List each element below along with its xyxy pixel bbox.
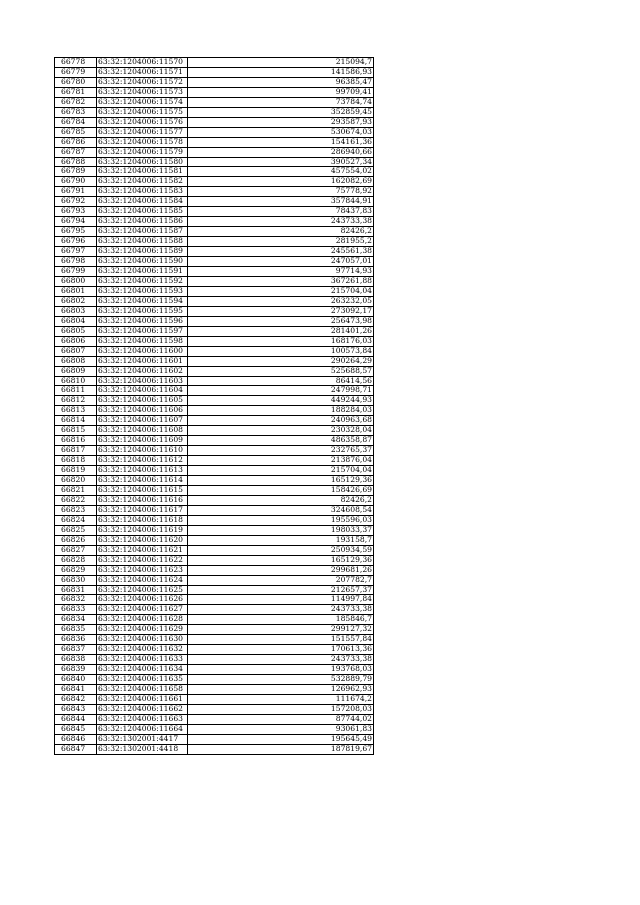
- row-number-cell: 66837: [55, 645, 97, 655]
- row-number-cell: 66808: [55, 356, 97, 366]
- table-row: [55, 137, 374, 147]
- value-cell: 243733,38: [188, 655, 374, 665]
- table-row: [55, 58, 374, 68]
- value-cell: 154161,36: [188, 137, 374, 147]
- table-row: [55, 177, 374, 187]
- cadastral-number-cell: 63:32:1204006:11616: [97, 495, 188, 505]
- cadastral-number-cell: 63:32:1204006:11618: [97, 515, 188, 525]
- cadastral-number-cell: 63:32:1204006:11627: [97, 605, 188, 615]
- cadastral-number-cell: 63:32:1204006:11607: [97, 416, 188, 426]
- cadastral-number-cell: 63:32:1204006:11591: [97, 267, 188, 277]
- cadastral-number-cell: 63:32:1204006:11604: [97, 386, 188, 396]
- row-number-cell: 66801: [55, 286, 97, 296]
- value-cell: 193158,7: [188, 535, 374, 545]
- table-row: [55, 97, 374, 107]
- row-number-cell: 66800: [55, 276, 97, 286]
- row-number-cell: 66830: [55, 575, 97, 585]
- row-number-cell: 66782: [55, 97, 97, 107]
- value-cell: 193768,03: [188, 665, 374, 675]
- table-row: [55, 466, 374, 476]
- value-cell: 230328,04: [188, 426, 374, 436]
- row-number-cell: 66842: [55, 695, 97, 705]
- value-cell: 299681,26: [188, 565, 374, 575]
- value-cell: 293587,93: [188, 117, 374, 127]
- row-number-cell: 66811: [55, 386, 97, 396]
- table-row: [55, 336, 374, 346]
- value-cell: 207782,7: [188, 575, 374, 585]
- row-number-cell: 66814: [55, 416, 97, 426]
- row-number-cell: 66810: [55, 376, 97, 386]
- table-row: [55, 535, 374, 545]
- value-cell: 245561,38: [188, 247, 374, 257]
- value-cell: 215704,04: [188, 286, 374, 296]
- row-number-cell: 66847: [55, 744, 97, 754]
- row-number-cell: 66840: [55, 675, 97, 685]
- value-cell: 247057,01: [188, 257, 374, 267]
- cadastral-number-cell: 63:32:1204006:11621: [97, 545, 188, 555]
- table-row: [55, 117, 374, 127]
- cadastral-number-cell: 63:32:1204006:11581: [97, 167, 188, 177]
- cadastral-number-cell: 63:32:1204006:11589: [97, 247, 188, 257]
- value-cell: 99709,41: [188, 87, 374, 97]
- table-row: [55, 495, 374, 505]
- value-cell: 457554,02: [188, 167, 374, 177]
- row-number-cell: 66828: [55, 555, 97, 565]
- value-cell: 100573,84: [188, 346, 374, 356]
- cadastral-number-cell: 63:32:1204006:11620: [97, 535, 188, 545]
- table-row: [55, 525, 374, 535]
- table-row: [55, 306, 374, 316]
- table-row: [55, 675, 374, 685]
- cadastral-number-cell: 63:32:1204006:11570: [97, 58, 188, 68]
- table-row: [55, 585, 374, 595]
- value-cell: 290264,29: [188, 356, 374, 366]
- value-cell: 324608,54: [188, 505, 374, 515]
- cadastral-number-cell: 63:32:1204006:11590: [97, 257, 188, 267]
- table-body: [55, 58, 374, 755]
- cadastral-number-cell: 63:32:1204006:11615: [97, 485, 188, 495]
- cadastral-number-cell: 63:32:1302001:4417: [97, 734, 188, 744]
- cadastral-number-cell: 63:32:1204006:11663: [97, 714, 188, 724]
- table-row: [55, 724, 374, 734]
- row-number-cell: 66780: [55, 77, 97, 87]
- value-cell: 170613,36: [188, 645, 374, 655]
- value-cell: 187819,67: [188, 744, 374, 754]
- table-row: [55, 645, 374, 655]
- table-row: [55, 296, 374, 306]
- cadastral-number-cell: 63:32:1204006:11573: [97, 87, 188, 97]
- value-cell: 390527,34: [188, 157, 374, 167]
- cadastral-number-cell: 63:32:1204006:11622: [97, 555, 188, 565]
- row-number-cell: 66795: [55, 227, 97, 237]
- row-number-cell: 66797: [55, 247, 97, 257]
- cadastral-number-cell: 63:32:1204006:11583: [97, 187, 188, 197]
- row-number-cell: 66834: [55, 615, 97, 625]
- cadastral-number-cell: 63:32:1204006:11595: [97, 306, 188, 316]
- row-number-cell: 66825: [55, 525, 97, 535]
- row-number-cell: 66833: [55, 605, 97, 615]
- cadastral-number-cell: 63:32:1204006:11601: [97, 356, 188, 366]
- cadastral-number-cell: 63:32:1204006:11576: [97, 117, 188, 127]
- value-cell: 367261,88: [188, 276, 374, 286]
- table-row: [55, 436, 374, 446]
- value-cell: 157208,03: [188, 704, 374, 714]
- table-row: [55, 545, 374, 555]
- table-row: [55, 515, 374, 525]
- row-number-cell: 66803: [55, 306, 97, 316]
- table-row: [55, 386, 374, 396]
- row-number-cell: 66786: [55, 137, 97, 147]
- table-row: [55, 87, 374, 97]
- table-row: [55, 157, 374, 167]
- row-number-cell: 66781: [55, 87, 97, 97]
- cadastral-number-cell: 63:32:1204006:11612: [97, 456, 188, 466]
- cadastral-number-cell: 63:32:1204006:11580: [97, 157, 188, 167]
- value-cell: 198033,37: [188, 525, 374, 535]
- value-cell: 215704,04: [188, 466, 374, 476]
- value-cell: 86414,56: [188, 376, 374, 386]
- table-row: [55, 107, 374, 117]
- value-cell: 449244,93: [188, 396, 374, 406]
- cadastral-number-cell: 63:32:1204006:11587: [97, 227, 188, 237]
- cadastral-number-cell: 63:32:1204006:11632: [97, 645, 188, 655]
- row-number-cell: 66816: [55, 436, 97, 446]
- value-cell: 243733,38: [188, 605, 374, 615]
- row-number-cell: 66785: [55, 127, 97, 137]
- table-row: [55, 714, 374, 724]
- table-row: [55, 416, 374, 426]
- row-number-cell: 66822: [55, 495, 97, 505]
- value-cell: 215094,7: [188, 58, 374, 68]
- cadastral-number-cell: 63:32:1204006:11661: [97, 695, 188, 705]
- value-cell: 96385,47: [188, 77, 374, 87]
- table-row: [55, 356, 374, 366]
- table-row: [55, 426, 374, 436]
- row-number-cell: 66818: [55, 456, 97, 466]
- row-number-cell: 66806: [55, 336, 97, 346]
- table-row: [55, 685, 374, 695]
- table-row: [55, 376, 374, 386]
- row-number-cell: 66836: [55, 635, 97, 645]
- cadastral-number-cell: 63:32:1204006:11623: [97, 565, 188, 575]
- cadastral-number-cell: 63:32:1204006:11577: [97, 127, 188, 137]
- value-cell: 82426,2: [188, 227, 374, 237]
- value-cell: 97714,93: [188, 267, 374, 277]
- row-number-cell: 66778: [55, 58, 97, 68]
- cadastral-number-cell: 63:32:1204006:11635: [97, 675, 188, 685]
- value-cell: 352859,45: [188, 107, 374, 117]
- table-row: [55, 67, 374, 77]
- row-number-cell: 66799: [55, 267, 97, 277]
- row-number-cell: 66817: [55, 446, 97, 456]
- table-row: [55, 446, 374, 456]
- value-cell: 195596,03: [188, 515, 374, 525]
- value-cell: 250934,59: [188, 545, 374, 555]
- row-number-cell: 66824: [55, 515, 97, 525]
- table-row: [55, 167, 374, 177]
- row-number-cell: 66832: [55, 595, 97, 605]
- row-number-cell: 66821: [55, 485, 97, 495]
- cadastral-number-cell: 63:32:1204006:11626: [97, 595, 188, 605]
- table-row: [55, 346, 374, 356]
- cadastral-number-cell: 63:32:1204006:11603: [97, 376, 188, 386]
- cadastral-number-cell: 63:32:1204006:11613: [97, 466, 188, 476]
- value-cell: 162082,69: [188, 177, 374, 187]
- row-number-cell: 66838: [55, 655, 97, 665]
- cadastral-number-cell: 63:32:1302001:4418: [97, 744, 188, 754]
- value-cell: 188284,03: [188, 406, 374, 416]
- cadastral-number-cell: 63:32:1204006:11588: [97, 237, 188, 247]
- table-row: [55, 267, 374, 277]
- cadastral-number-cell: 63:32:1204006:11609: [97, 436, 188, 446]
- cadastral-number-cell: 63:32:1204006:11610: [97, 446, 188, 456]
- cadastral-number-cell: 63:32:1204006:11582: [97, 177, 188, 187]
- cadastral-number-cell: 63:32:1204006:11608: [97, 426, 188, 436]
- value-cell: 158426,69: [188, 485, 374, 495]
- row-number-cell: 66792: [55, 197, 97, 207]
- row-number-cell: 66791: [55, 187, 97, 197]
- row-number-cell: 66807: [55, 346, 97, 356]
- table-row: [55, 595, 374, 605]
- row-number-cell: 66823: [55, 505, 97, 515]
- cadastral-number-cell: 63:32:1204006:11664: [97, 724, 188, 734]
- table-row: [55, 286, 374, 296]
- row-number-cell: 66819: [55, 466, 97, 476]
- value-cell: 165129,36: [188, 476, 374, 486]
- row-number-cell: 66802: [55, 296, 97, 306]
- row-number-cell: 66835: [55, 625, 97, 635]
- row-number-cell: 66815: [55, 426, 97, 436]
- value-cell: 93061,83: [188, 724, 374, 734]
- cadastral-number-cell: 63:32:1204006:11634: [97, 665, 188, 675]
- table-row: [55, 396, 374, 406]
- value-cell: 299127,32: [188, 625, 374, 635]
- row-number-cell: 66796: [55, 237, 97, 247]
- row-number-cell: 66789: [55, 167, 97, 177]
- value-cell: 486358,87: [188, 436, 374, 446]
- row-number-cell: 66783: [55, 107, 97, 117]
- cadastral-number-cell: 63:32:1204006:11614: [97, 476, 188, 486]
- row-number-cell: 66812: [55, 396, 97, 406]
- cadastral-number-cell: 63:32:1204006:11585: [97, 207, 188, 217]
- cadastral-number-cell: 63:32:1204006:11600: [97, 346, 188, 356]
- cadastral-number-cell: 63:32:1204006:11572: [97, 77, 188, 87]
- cadastral-number-cell: 63:32:1204006:11617: [97, 505, 188, 515]
- cadastral-number-cell: 63:32:1204006:11602: [97, 366, 188, 376]
- table-row: [55, 635, 374, 645]
- value-cell: 82426,2: [188, 495, 374, 505]
- cadastral-number-cell: 63:32:1204006:11598: [97, 336, 188, 346]
- table-row: [55, 257, 374, 267]
- row-number-cell: 66779: [55, 67, 97, 77]
- value-cell: 87744,02: [188, 714, 374, 724]
- table-row: [55, 665, 374, 675]
- row-number-cell: 66788: [55, 157, 97, 167]
- value-cell: 165129,36: [188, 555, 374, 565]
- row-number-cell: 66829: [55, 565, 97, 575]
- data-table: [54, 57, 374, 755]
- table-row: [55, 655, 374, 665]
- table-row: [55, 127, 374, 137]
- cadastral-number-cell: 63:32:1204006:11633: [97, 655, 188, 665]
- value-cell: 78437,83: [188, 207, 374, 217]
- row-number-cell: 66794: [55, 217, 97, 227]
- value-cell: 73784,74: [188, 97, 374, 107]
- cadastral-number-cell: 63:32:1204006:11592: [97, 276, 188, 286]
- table-row: [55, 276, 374, 286]
- table-row: [55, 237, 374, 247]
- row-number-cell: 66827: [55, 545, 97, 555]
- value-cell: 243733,38: [188, 217, 374, 227]
- cadastral-number-cell: 63:32:1204006:11574: [97, 97, 188, 107]
- table-row: [55, 605, 374, 615]
- table-row: [55, 456, 374, 466]
- cadastral-number-cell: 63:32:1204006:11594: [97, 296, 188, 306]
- value-cell: 247998,71: [188, 386, 374, 396]
- value-cell: 281955,2: [188, 237, 374, 247]
- row-number-cell: 66826: [55, 535, 97, 545]
- cadastral-number-cell: 63:32:1204006:11571: [97, 67, 188, 77]
- table-row: [55, 485, 374, 495]
- table-row: [55, 207, 374, 217]
- table-row: [55, 704, 374, 714]
- value-cell: 126962,93: [188, 685, 374, 695]
- cadastral-number-cell: 63:32:1204006:11597: [97, 326, 188, 336]
- row-number-cell: 66839: [55, 665, 97, 675]
- row-number-cell: 66841: [55, 685, 97, 695]
- value-cell: 286940,66: [188, 147, 374, 157]
- cadastral-number-cell: 63:32:1204006:11630: [97, 635, 188, 645]
- cadastral-number-cell: 63:32:1204006:11625: [97, 585, 188, 595]
- table-row: [55, 326, 374, 336]
- row-number-cell: 66831: [55, 585, 97, 595]
- row-number-cell: 66787: [55, 147, 97, 157]
- cadastral-number-cell: 63:32:1204006:11579: [97, 147, 188, 157]
- row-number-cell: 66846: [55, 734, 97, 744]
- table-row: [55, 247, 374, 257]
- row-number-cell: 66844: [55, 714, 97, 724]
- cadastral-number-cell: 63:32:1204006:11619: [97, 525, 188, 535]
- table-row: [55, 366, 374, 376]
- value-cell: 195645,49: [188, 734, 374, 744]
- cadastral-number-cell: 63:32:1204006:11584: [97, 197, 188, 207]
- table-row: [55, 734, 374, 744]
- row-number-cell: 66798: [55, 257, 97, 267]
- table-row: [55, 147, 374, 157]
- cadastral-number-cell: 63:32:1204006:11593: [97, 286, 188, 296]
- value-cell: 281401,26: [188, 326, 374, 336]
- value-cell: 212657,37: [188, 585, 374, 595]
- table-row: [55, 565, 374, 575]
- table-row: [55, 217, 374, 227]
- table-row: [55, 406, 374, 416]
- table-row: [55, 695, 374, 705]
- table-row: [55, 77, 374, 87]
- value-cell: 530674,03: [188, 127, 374, 137]
- row-number-cell: 66793: [55, 207, 97, 217]
- table-row: [55, 227, 374, 237]
- table-row: [55, 187, 374, 197]
- table-row: [55, 197, 374, 207]
- cadastral-number-cell: 63:32:1204006:11628: [97, 615, 188, 625]
- table-row: [55, 316, 374, 326]
- row-number-cell: 66804: [55, 316, 97, 326]
- value-cell: 151557,84: [188, 635, 374, 645]
- value-cell: 357844,91: [188, 197, 374, 207]
- value-cell: 75778,92: [188, 187, 374, 197]
- value-cell: 256473,98: [188, 316, 374, 326]
- cadastral-number-cell: 63:32:1204006:11575: [97, 107, 188, 117]
- value-cell: 273092,17: [188, 306, 374, 316]
- value-cell: 114997,84: [188, 595, 374, 605]
- cadastral-number-cell: 63:32:1204006:11605: [97, 396, 188, 406]
- row-number-cell: 66805: [55, 326, 97, 336]
- cadastral-number-cell: 63:32:1204006:11624: [97, 575, 188, 585]
- value-cell: 525688,57: [188, 366, 374, 376]
- cadastral-number-cell: 63:32:1204006:11586: [97, 217, 188, 227]
- row-number-cell: 66790: [55, 177, 97, 187]
- row-number-cell: 66820: [55, 476, 97, 486]
- row-number-cell: 66813: [55, 406, 97, 416]
- cadastral-number-cell: 63:32:1204006:11578: [97, 137, 188, 147]
- value-cell: 232765,37: [188, 446, 374, 456]
- value-cell: 532889,79: [188, 675, 374, 685]
- row-number-cell: 66845: [55, 724, 97, 734]
- table-row: [55, 615, 374, 625]
- value-cell: 168176,03: [188, 336, 374, 346]
- table-row: [55, 625, 374, 635]
- table-row: [55, 476, 374, 486]
- row-number-cell: 66784: [55, 117, 97, 127]
- row-number-cell: 66809: [55, 366, 97, 376]
- value-cell: 141586,93: [188, 67, 374, 77]
- value-cell: 185846,7: [188, 615, 374, 625]
- value-cell: 213876,04: [188, 456, 374, 466]
- cadastral-number-cell: 63:32:1204006:11629: [97, 625, 188, 635]
- cadastral-number-cell: 63:32:1204006:11606: [97, 406, 188, 416]
- table-row: [55, 744, 374, 754]
- value-cell: 240963,68: [188, 416, 374, 426]
- table-row: [55, 505, 374, 515]
- value-cell: 111674,2: [188, 695, 374, 705]
- row-number-cell: 66843: [55, 704, 97, 714]
- table-row: [55, 555, 374, 565]
- cadastral-number-cell: 63:32:1204006:11662: [97, 704, 188, 714]
- value-cell: 263232,05: [188, 296, 374, 306]
- cadastral-number-cell: 63:32:1204006:11596: [97, 316, 188, 326]
- table-row: [55, 575, 374, 585]
- cadastral-number-cell: 63:32:1204006:11658: [97, 685, 188, 695]
